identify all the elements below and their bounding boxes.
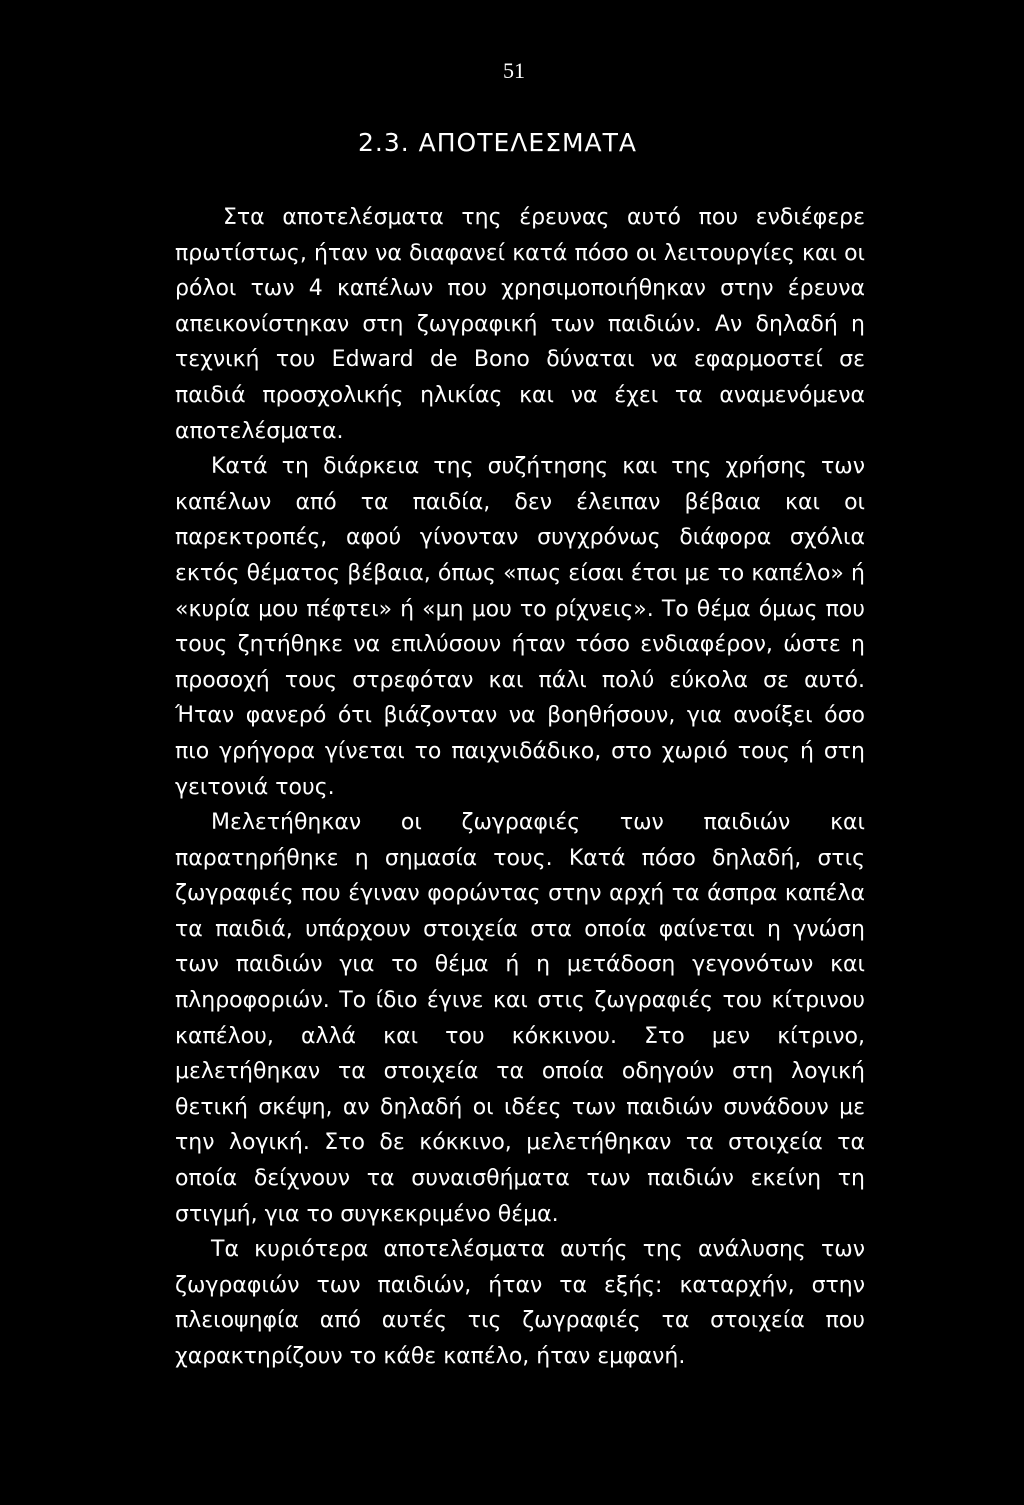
paragraph-1: Στα αποτελέσματα της έρευνας αυτό που ενδιέφερε πρωτίστως, ήταν να διαφανεί κατά πόσο οι λειτουργίες και οι ρόλοι των 4 καπέλων που χρησιμοποιήθηκαν στην έρευνα απεικονίστηκαν στη ζωγραφική των παιδιών. Αν δηλαδή η τεχνική του Edward de Bono δύναται να εφαρμοστεί σε παιδιά προσχολικής ηλικίας και να έχει τα αναμενόμενα αποτελέσματα.	[175, 205, 865, 444]
paragraph-2: Κατά τη διάρκεια της συζήτησης και της χρήσης των καπέλων από τα παιδία, δεν έλειπαν βέβαια και οι παρεκτροπές, αφού γίνονταν συγχρόνως διάφορα σχόλια εκτός θέματος βέβαια, όπως «πως είσαι έτσι με το καπέλο» ή «κυρία μου πέφτει» ή «μη μου το ρίχνεις». Το θέμα όμως που τους ζητήθηκε να επιλύσουν ήταν τόσο ενδιαφέρον, ώστε η προσοχή τους στρεφόταν και πάλι πολύ εύκολα σε αυτό. Ήταν φανερό ότι βιάζονταν να βοηθήσουν, για ανοίξει όσο πιο γρήγορα γίνεται το παιχνιδάδικο, στο χωριό τους ή στη γειτονιά τους.	[175, 454, 865, 800]
section-title: 2.3. ΑΠΟΤΕΛΕΣΜΑΤΑ	[358, 128, 638, 157]
page-number: 51	[503, 58, 525, 83]
body-text	[175, 200, 865, 1375]
paragraph-3: Μελετήθηκαν οι ζωγραφιές των παιδιών και παρατηρήθηκε η σημασία τους. Κατά πόσο δηλαδή, στις ζωγραφιές που έγιναν φορώντας στην αρχή τα άσπρα καπέλα τα παιδιά, υπάρχουν στοιχεία στα οποία φαίνεται η γνώση των παιδιών για το θέμα ή η μετάδοση γεγονότων και πληροφοριών. Το ίδιο έγινε και στις ζωγραφιές του κίτρινου καπέλου, αλλά και του κόκκινου. Στο μεν κίτρινο, μελετήθηκαν τα στοιχεία τα οποία οδηγούν στη λογική θετική σκέψη, αν δηλαδή οι ιδέες των παιδιών συνάδουν με την λογική. Στο δε κόκκινο, μελετήθηκαν τα στοιχεία τα οποία δείχνουν τα συναισθήματα των παιδιών εκείνη τη στιγμή, για το συγκεκριμένο θέμα.	[175, 810, 865, 1227]
paragraph-4: Τα κυριότερα αποτελέσματα αυτής της ανάλυσης των ζωγραφιών των παιδιών, ήταν τα εξής: καταρχήν, στην πλειοψηφία από αυτές τις ζωγραφιές τα στοιχεία που χαρακτηρίζουν το κάθε καπέλο, ήταν εμφανή.	[175, 1237, 865, 1369]
